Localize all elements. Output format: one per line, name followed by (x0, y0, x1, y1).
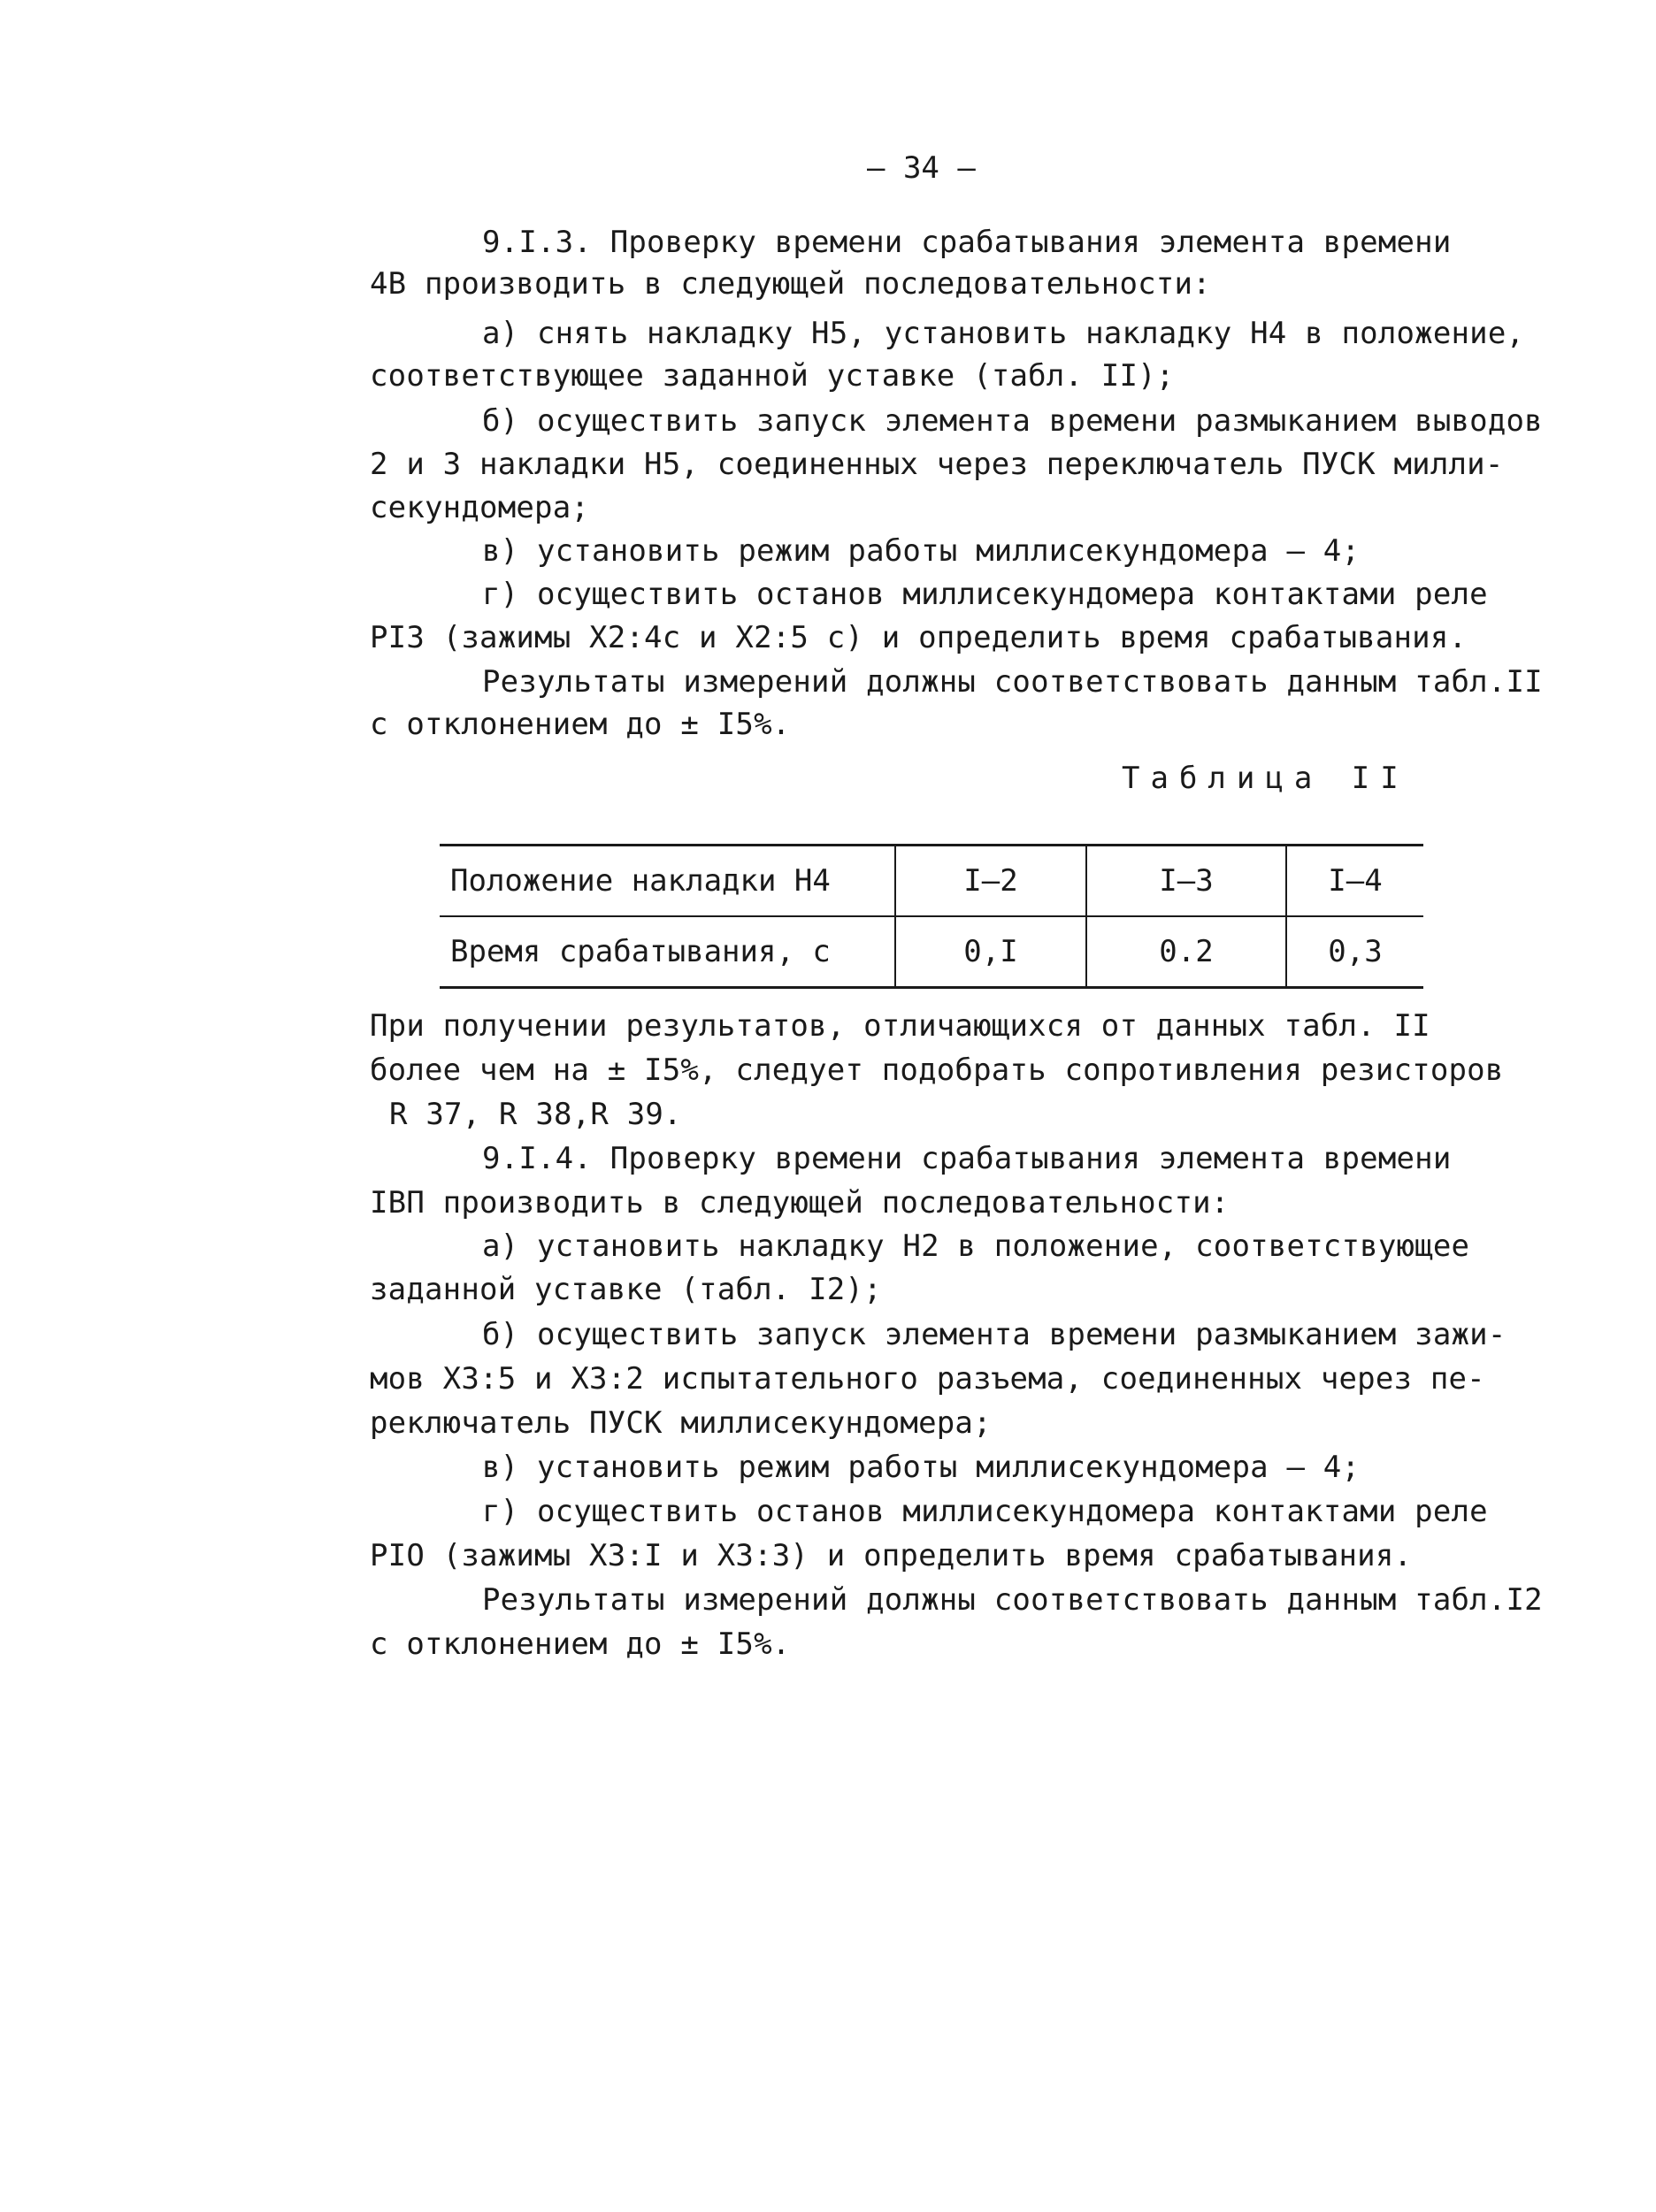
paragraph-line: г) осуществить останов миллисекундомера контактами реле (482, 1494, 1488, 1529)
paragraph-line: При получении результатов, отличающихся от данных табл. II (370, 1008, 1430, 1044)
table-cell: 0,I (895, 916, 1086, 988)
paragraph-line: 4В производить в следующей последовательности: (370, 266, 1211, 302)
paragraph-line: 9.I.3. Проверку времени срабатывания элемента времени (482, 225, 1452, 260)
paragraph-line: реключатель ПУСК миллисекундомера; (370, 1405, 992, 1441)
table-cell: 0.2 (1086, 916, 1286, 988)
row-label: Время срабатывания, с (440, 916, 895, 988)
paragraph-line: более чем на ± I5%, следует подобрать сопротивления резисторов (370, 1052, 1504, 1088)
paragraph-line: в) установить режим работы миллисекундомера – 4; (482, 1450, 1361, 1485)
table-cell: I–2 (895, 846, 1086, 917)
paragraph-line: б) осуществить запуск элемента времени размыканием зажи- (482, 1317, 1506, 1352)
paragraph-line: Результаты измерений должны соответствовать данным табл.II (482, 664, 1543, 700)
paragraph-line: в) установить режим работы миллисекундомера – 4; (482, 533, 1361, 569)
page-number: – 34 – (867, 150, 976, 186)
table-row (440, 846, 1423, 917)
paragraph-line: с отклонением до ± I5%. (370, 1626, 791, 1662)
paragraph-line: г) осуществить останов миллисекундомера контактами реле (482, 577, 1488, 612)
paragraph-line: соответствующее заданной уставке (табл. II); (370, 358, 1175, 394)
paragraph-line: с отклонением до ± I5%. (370, 707, 791, 742)
row-label: Положение накладки Н4 (450, 863, 831, 899)
table-11 (440, 844, 1423, 989)
table-caption: Таблица II (1122, 761, 1409, 796)
paragraph-line: 9.I.4. Проверку времени срабатывания элемента времени (482, 1141, 1452, 1176)
paragraph-line: а) установить накладку Н2 в положение, соответствующее (482, 1228, 1470, 1264)
paragraph-line: РIO (зажимы Х3:I и Х3:3) и определить время срабатывания. (370, 1538, 1413, 1573)
paragraph-line: заданной уставке (табл. I2); (370, 1272, 882, 1307)
paragraph-line: секундомера; (370, 490, 590, 525)
paragraph-line: РI3 (зажимы Х2:4с и Х2:5 с) и определить время срабатывания. (370, 620, 1468, 655)
table-cell: I–3 (1086, 846, 1286, 917)
paragraph-line: R 37, R 38,R 39. (389, 1097, 682, 1132)
paragraph-line: Результаты измерений должны соответствовать данным табл.I2 (482, 1582, 1543, 1618)
table-cell: 0,3 (1286, 916, 1423, 988)
table-row (440, 916, 1423, 988)
paragraph-line: а) снять накладку Н5, установить накладку Н4 в положение, (482, 316, 1525, 351)
paragraph-line: б) осуществить запуск элемента времени размыканием выводов (482, 403, 1543, 439)
paragraph-line: мов Х3:5 и Х3:2 испытательного разъема, соединенных через пе- (370, 1361, 1485, 1397)
paragraph-line: 2 и 3 накладки Н5, соединенных через переключатель ПУСК милли- (370, 447, 1504, 482)
table-cell: I–4 (1286, 846, 1423, 917)
paragraph-line: IВП производить в следующей последовательности: (370, 1185, 1230, 1221)
